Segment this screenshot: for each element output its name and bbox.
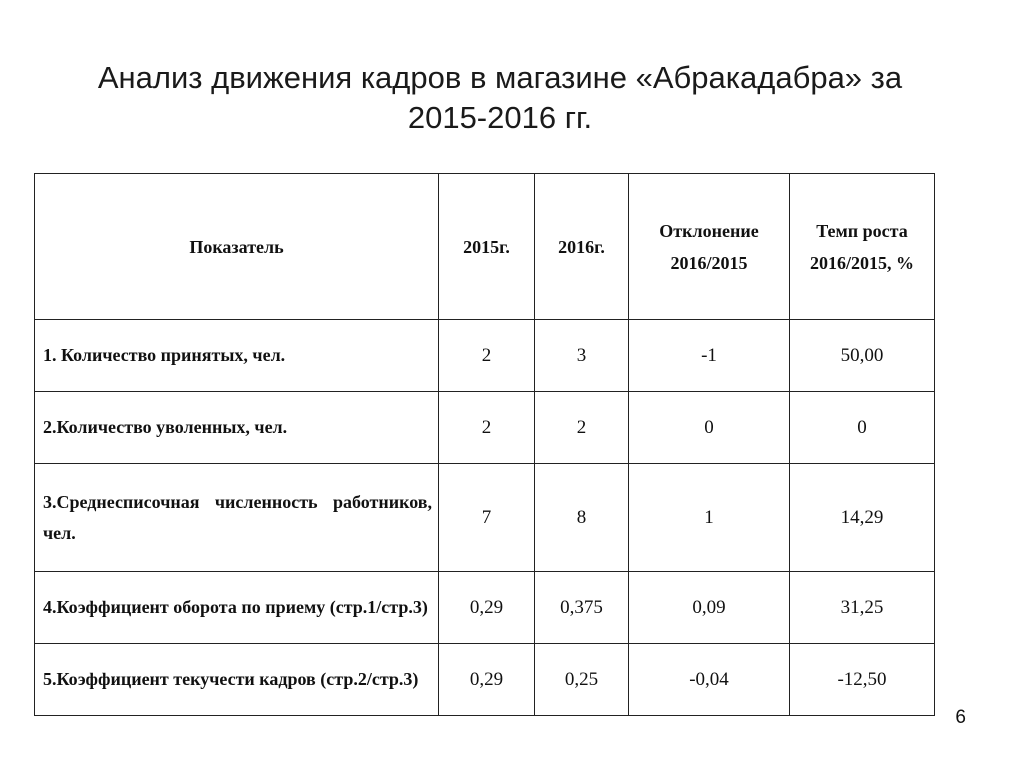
row-indicator-text: 4.Коэффициент оборота по приему (стр.1/стр.3): [43, 597, 428, 617]
cell-growth-rate: 0: [790, 392, 935, 464]
cell-2016: 2: [535, 392, 629, 464]
header-2016: 2016г.: [535, 174, 629, 320]
cell-deviation: 1: [629, 464, 790, 572]
table-header-row: [35, 174, 935, 320]
header-growth-rate: Темп роста 2016/2015, %: [790, 174, 935, 320]
row-indicator-text: 2.Количество уволенных, чел.: [43, 417, 288, 437]
cell-growth-rate: -12,50: [790, 644, 935, 716]
cell-deviation: 0,09: [629, 572, 790, 644]
page-number: 6: [955, 707, 966, 728]
slide-title-line-1: Анализ движения кадров в магазине «Абракадабра» за: [97, 60, 903, 95]
cell-deviation: 0: [629, 392, 790, 464]
slide-title: [20, 58, 980, 138]
header-indicator: Показатель: [35, 174, 439, 320]
header-2015: 2015г.: [439, 174, 535, 320]
cell-2016: 0,375: [535, 572, 629, 644]
cell-2015: 7: [439, 464, 535, 572]
table-row: [35, 320, 935, 392]
cell-growth-rate: 50,00: [790, 320, 935, 392]
slide-title-line-2: 2015-2016 гг.: [407, 100, 593, 135]
table-row: [35, 392, 935, 464]
table-row: [35, 644, 935, 716]
cell-growth-rate: 14,29: [790, 464, 935, 572]
row-indicator: [35, 572, 439, 644]
row-indicator: [35, 320, 439, 392]
cell-2016: 3: [535, 320, 629, 392]
header-deviation: Отклонение 2016/2015: [629, 174, 790, 320]
cell-growth-rate: 31,25: [790, 572, 935, 644]
row-indicator: [35, 392, 439, 464]
cell-2015: 0,29: [439, 644, 535, 716]
cell-deviation: -0,04: [629, 644, 790, 716]
row-indicator: [35, 464, 439, 572]
cell-deviation: -1: [629, 320, 790, 392]
row-indicator-text: 3.Среднесписочная численность работников, чел.: [43, 491, 432, 543]
row-indicator-text: 1. Количество принятых, чел.: [43, 345, 286, 365]
staff-movement-table: [34, 173, 935, 716]
table-row: [35, 464, 935, 572]
row-indicator: [35, 644, 439, 716]
cell-2015: 2: [439, 320, 535, 392]
table-row: [35, 572, 935, 644]
cell-2016: 0,25: [535, 644, 629, 716]
row-indicator-text: 5.Коэффициент текучести кадров (стр.2/стр.3): [43, 669, 419, 689]
cell-2015: 0,29: [439, 572, 535, 644]
cell-2016: 8: [535, 464, 629, 572]
cell-2015: 2: [439, 392, 535, 464]
